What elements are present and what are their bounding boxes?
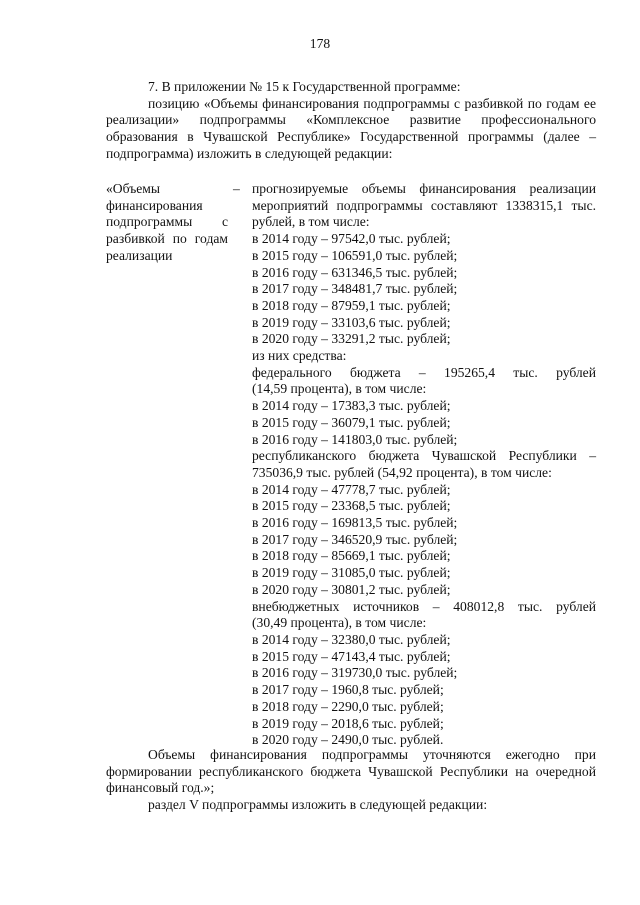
total-year-line: в 2018 году – 87959,1 тыс. рублей; — [252, 297, 451, 313]
extrabudget-year-line: в 2016 году – 319730,0 тыс. рублей; — [252, 665, 458, 681]
extrabudget-year-line: в 2014 году – 32380,0 тыс. рублей; — [252, 631, 451, 647]
extrabudget-year-line: в 2017 году – 1960,8 тыс. рублей; — [252, 682, 444, 698]
page-number: 178 — [309, 36, 331, 51]
republic-budget-share: 735036,9 тыс. рублей (54,92 процента), в том числе: — [252, 464, 552, 480]
extrabudget-year-line: в 2018 году – 2290,0 тыс. рублей; — [252, 698, 444, 714]
total-year-line: в 2017 году – 348481,7 тыс. рублей; — [252, 281, 458, 297]
extrabudget-line: внебюджетных источников – 408012,8 тыс. рублей — [252, 598, 596, 614]
item-heading: 7. В приложении № 15 к Государственной программе: — [148, 79, 461, 94]
extrabudget-year-line: в 2019 году – 2018,6 тыс. рублей; — [252, 715, 444, 731]
federal-year-line: в 2015 году – 36079,1 тыс. рублей; — [252, 414, 451, 430]
republic-year-line: в 2017 году – 346520,9 тыс. рублей; — [252, 531, 458, 547]
republic-year-line: в 2019 году – 31085,0 тыс. рублей; — [252, 565, 451, 581]
republic-budget-line: республиканского бюджета Чувашской Республики – — [252, 448, 596, 464]
extrabudget-year-line: в 2015 году – 47143,4 тыс. рублей; — [252, 648, 451, 664]
sources-label: из них средства: — [252, 348, 347, 364]
intro-section — [106, 79, 596, 163]
extrabudget-year-line: в 2020 году – 2490,0 тыс. рублей. — [252, 732, 444, 748]
total-year-line: в 2019 году – 33103,6 тыс. рублей; — [252, 314, 451, 330]
total-year-line: в 2014 году – 97542,0 тыс. рублей; — [252, 231, 451, 247]
federal-year-line: в 2016 году – 141803,0 тыс. рублей; — [252, 431, 458, 447]
federal-budget-share: (14,59 процента), в том числе: — [252, 381, 427, 397]
total-financing-text: прогнозируемые объемы финансирования реализации мероприятий подпрограммы составляют 1338315,1 тыс. рублей, в том числе: — [252, 181, 596, 230]
republic-year-line: в 2014 году – 47778,7 тыс. рублей; — [252, 481, 451, 497]
table-left-label: «Объемы финансирования подпрограммы с разбивкой по годам реализации — [106, 181, 228, 263]
republic-year-line: в 2020 году – 30801,2 тыс. рублей; — [252, 581, 451, 597]
table-right-column — [252, 181, 596, 749]
next-instruction: раздел V подпрограммы изложить в следующей редакции: — [148, 797, 488, 813]
closing-paragraph: Объемы финансирования подпрограммы уточняются ежегодно при формировании республиканского бюджета Чувашской Республики на очередной финансовый год.»; — [106, 747, 596, 796]
republic-year-line: в 2015 году – 23368,5 тыс. рублей; — [252, 498, 451, 514]
table-dash: – — [233, 181, 240, 196]
outro-section — [106, 747, 596, 814]
federal-year-line: в 2014 году – 17383,3 тыс. рублей; — [252, 398, 451, 414]
federal-budget-line: федерального бюджета – 195265,4 тыс. рублей — [252, 364, 596, 380]
total-year-line: в 2015 году – 106591,0 тыс. рублей; — [252, 247, 458, 263]
total-year-line: в 2016 году – 631346,5 тыс. рублей; — [252, 264, 458, 280]
extrabudget-share: (30,49 процента), в том числе: — [252, 615, 427, 631]
republic-year-line: в 2018 году – 85669,1 тыс. рублей; — [252, 548, 451, 564]
republic-year-line: в 2016 году – 169813,5 тыс. рублей; — [252, 515, 458, 531]
total-year-line: в 2020 году – 33291,2 тыс. рублей; — [252, 331, 451, 347]
intro-paragraph: позицию «Объемы финансирования подпрограммы с разбивкой по годам ее реализации» подпрограммы «Комплексное развитие профессионального образования в Чувашской Республике» Государственной программы (далее – подпрограмма) изложить в следующей редакции: — [106, 95, 596, 161]
